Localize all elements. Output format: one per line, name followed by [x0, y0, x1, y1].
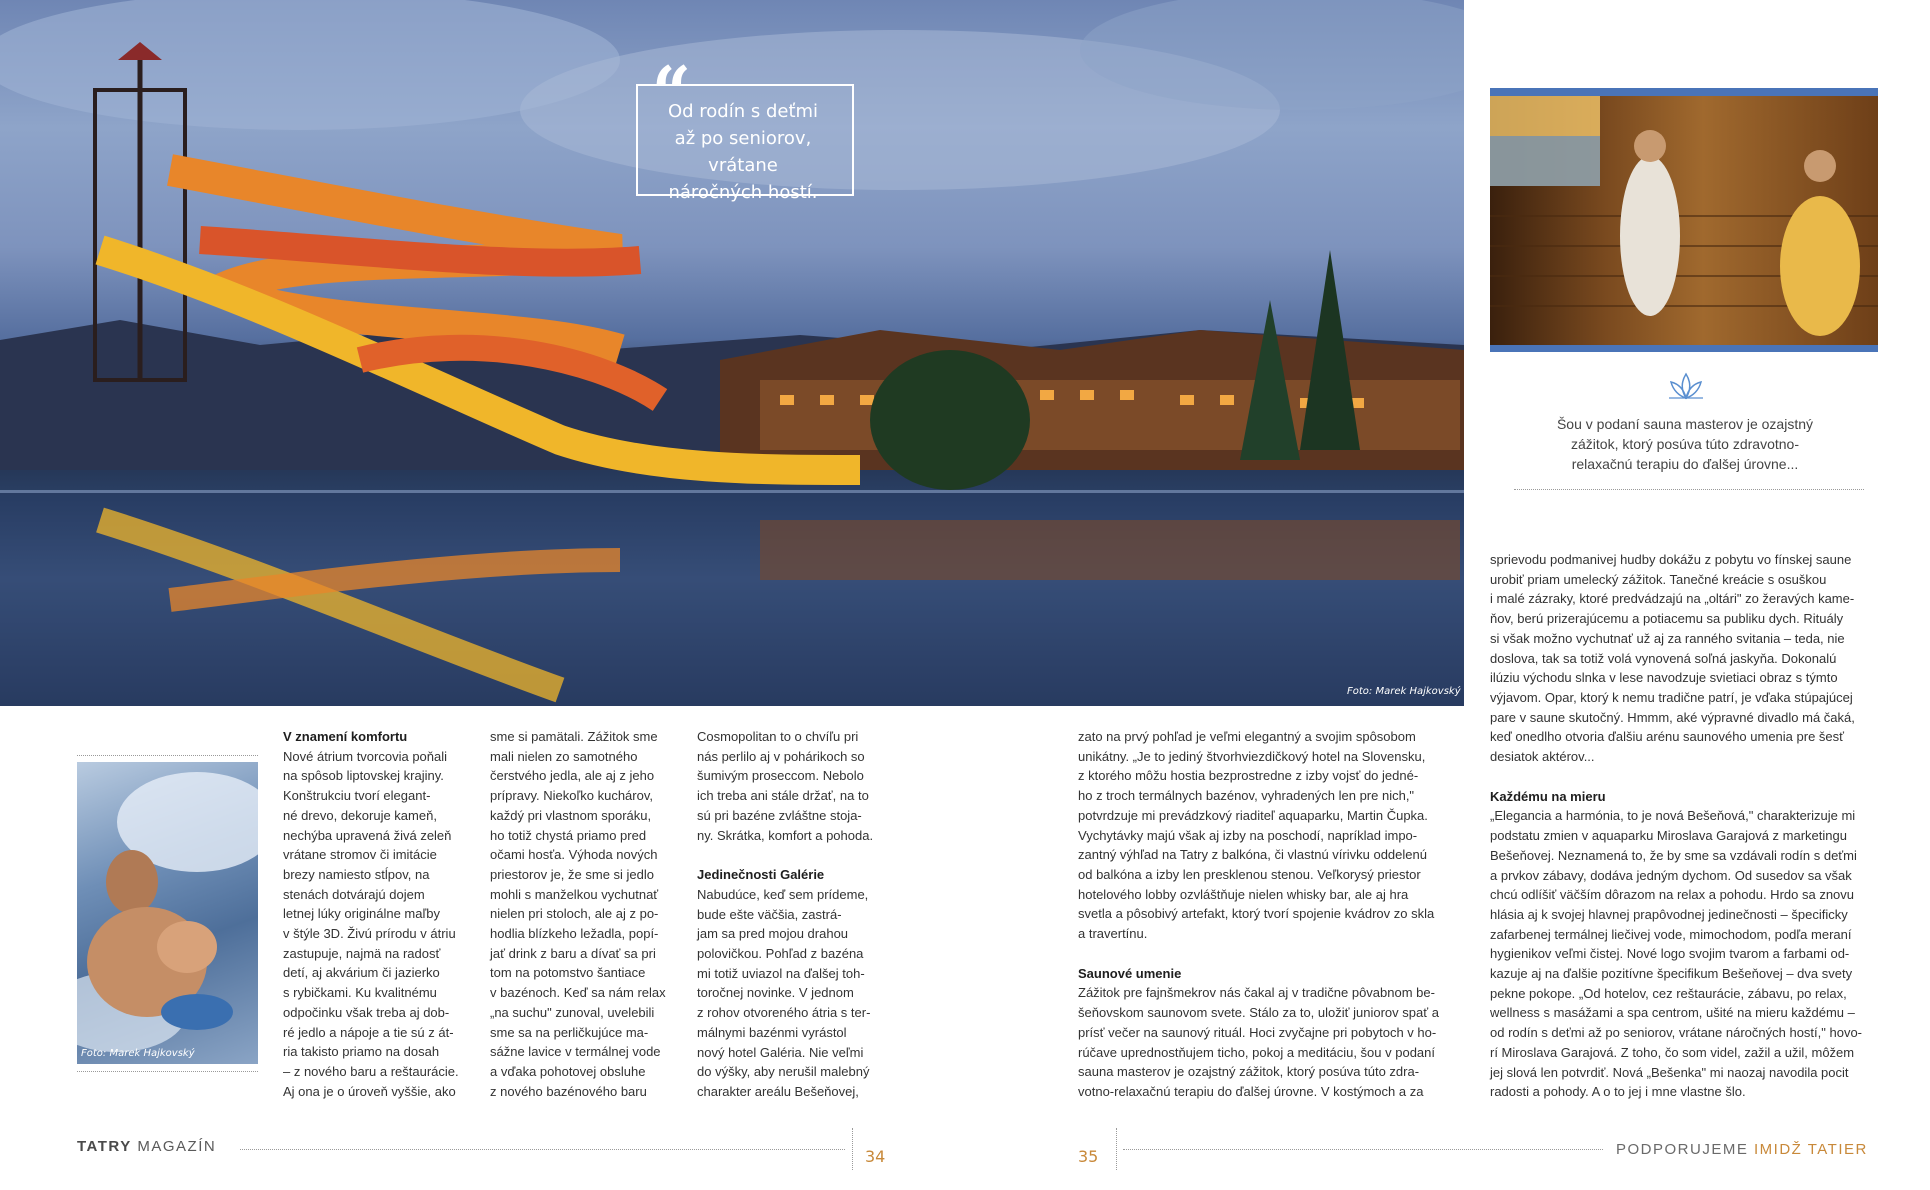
text-line: „na suchu" zunoval, uvelebili [490, 1004, 655, 1020]
text-line: ilúziu východu slnka v lese navodzuje svietiaci obraz s týmto [1490, 670, 1838, 686]
page35-column-2 [1490, 550, 1885, 1102]
text-line: Cosmopolitan to o chvíľu pri [697, 729, 859, 744]
text-line: ria takisto priamo na dosah [283, 1044, 440, 1060]
caption-line: zážitok, ktorý posúva túto zdravotno- [1571, 436, 1799, 452]
text-line: i malé zázraky, ktoré predvádzajú na „oltári" zo žeravých kame- [1490, 591, 1855, 607]
text-line: sme sa na perličkujúce ma- [490, 1024, 649, 1040]
text-line: do výšky, aby nerušil malebný [697, 1064, 870, 1080]
text-line: „Elegancia a harmónia, to je nová Bešeňová," charakterizuje mi [1490, 808, 1856, 824]
text-line: očami hosťa. Výhoda nových [490, 847, 658, 863]
text-line: rúčave uprednostňujem ticho, pokoj a meditáciu, šou v podaní [1078, 1044, 1435, 1060]
text-line: v štýle 3D. Živú prírodu v átriu [283, 926, 456, 942]
text-line: odpočinku však treba aj dob- [283, 1004, 450, 1020]
text-line: zantný výhľad na Tatry z balkóna, či vlastnú vírivku oddelenú [1078, 847, 1427, 863]
text-line: z nového bazénového baru [490, 1083, 647, 1099]
text-line: rí Miroslava Garajová. Z toho, čo som videl, zažil a užil, môžem [1490, 1044, 1855, 1060]
text-line: chcú odlíšiť väčším dôrazom na relax a pohodu. Hrdo sa znovu [1490, 887, 1855, 903]
brand-bold: TATRY [77, 1138, 132, 1155]
magazine-brand [77, 1138, 216, 1155]
hero-photo-credit: Foto: Marek Hajkovský [1347, 686, 1461, 697]
pool-photo-credit: Foto: Marek Hajkovský [81, 1048, 195, 1059]
text-line: charakter areálu Bešeňovej, [697, 1083, 859, 1099]
footer-rule-right [1123, 1149, 1603, 1150]
text-line: ny. Skrátka, komfort a pohoda. [697, 827, 874, 843]
text-line: ich treba ani stále držať, na to [697, 788, 869, 804]
text-line: nový hotel Galéria. Nie veľmi [697, 1044, 864, 1060]
page-number-34: 34 [865, 1147, 886, 1166]
photo-divider-top [77, 755, 258, 756]
text-line: votno-relaxačnú terapiu do ďalšej úrovne. V kostýmoch a za [1078, 1083, 1424, 1099]
text-line: jej slová len potvrdiť. Nová „Bešenka" mi naozaj navodila pocit [1490, 1064, 1849, 1080]
text-line: podstatu zmien v aquaparku Miroslava Garajová z marketingu [1490, 828, 1847, 844]
text-line: letnej lúky originálne maľby [283, 906, 440, 922]
text-line: na spôsob liptovskej krajiny. [283, 768, 444, 784]
text-line: zato na prvý pohľad je veľmi elegantný a svojim spôsobom [1078, 729, 1416, 744]
text-line: detí, aj akvárium či jazierko [283, 965, 440, 981]
text-line: nechýba upravená živá zeleň [283, 827, 452, 843]
text-line: Vychytávky majú však aj izby na poschodí, napríklad impo- [1078, 827, 1418, 843]
sauna-illustration [1490, 96, 1878, 345]
text-line: jať drink z baru a dívať sa pri [490, 945, 656, 961]
text-line: ré jedlo a nápoje a tie sú z át- [283, 1024, 454, 1040]
slogan-text: PODPORUJEME [1616, 1141, 1755, 1158]
slogan-accent: IMIDŽ TATIER [1754, 1141, 1868, 1158]
couple-illustration [77, 762, 258, 1064]
text-line: sážne lavice v termálnej vode [490, 1044, 661, 1060]
text-line: s rybičkami. Ku kvalitnému [283, 985, 437, 1001]
footer-rule-left [240, 1149, 845, 1150]
text-line: – z nového baru a reštaurácie. [283, 1063, 459, 1079]
text-line: hygienikov veľmi čistej. Nové logo svojim tvarom a farbami od- [1490, 946, 1850, 962]
text-line: hotelového lobby ozvláštňuje nielen whisky bar, ale aj hra [1078, 886, 1409, 902]
text-line: wellness s masážami a spa centrom, ušité na mieru každému – [1490, 1005, 1855, 1021]
page-number-35: 35 [1078, 1147, 1099, 1166]
couple-pool-photo [77, 762, 258, 1064]
sauna-photo [1490, 88, 1878, 352]
text-line: sprievodu podmanivej hudby dokážu z pobytu vo fínskej saune [1490, 552, 1852, 567]
section-heading: V znamení komfortu [283, 729, 408, 744]
text-line: pare v saune skutočný. Hmmm, aké výpravné divadlo má čaká, [1490, 709, 1855, 725]
text-line: prípravy. Niekoľko kuchárov, [490, 788, 653, 804]
page34-column-3 [697, 727, 887, 1102]
pull-quote-line: Od rodín s deťmi [667, 101, 819, 122]
text-line: keď onedlho otvoria ďalšiu arénu saunového umenia pre šesť [1490, 729, 1845, 745]
brand-rest: MAGAZÍN [131, 1138, 217, 1155]
text-line: stenách dotvárajú dojem [283, 886, 425, 902]
text-line: mi totiž uviazol na ďalšej toh- [697, 965, 865, 981]
text-line: každý pri vlastnom sporáku, [490, 807, 652, 823]
text-line: nás perlilo aj v pohárikoch so [697, 748, 865, 764]
section-heading: Jedinečnosti Galérie [697, 867, 825, 883]
section-heading: Saunové umenie [1078, 965, 1182, 981]
page35-column-1 [1078, 727, 1468, 1102]
text-line: hodlia blízkeho ležadla, popí- [490, 926, 659, 942]
text-line: od rodín s deťmi až po seniorov, vrátane náročných hostí," hovo- [1490, 1025, 1863, 1041]
section-heading: Každému na mieru [1490, 788, 1606, 804]
text-line: radosti a pohody. A o to jej i mne vlastne šlo. [1490, 1084, 1746, 1100]
pull-quote-line: náročných hostí. [668, 182, 818, 203]
text-line: tom na potomstvo šantiace [490, 965, 646, 981]
text-line: od balkóna a izby len presklenou stenou. Veľkorysý priestor [1078, 866, 1421, 882]
footer-separator-right [1116, 1128, 1117, 1170]
text-line: vrátane stromov či imitácie [283, 847, 437, 863]
text-line: mali nielen zo samotného [490, 748, 638, 764]
text-line: šeňovskom saunovom svete. Stálo za to, uložiť juniorov spať a [1078, 1005, 1439, 1021]
lotus-icon [1665, 372, 1707, 402]
text-line: sú pri bazéne zvláštne stoja- [697, 807, 862, 823]
caption-line: Šou v podaní sauna masterov je ozajstný [1556, 416, 1814, 432]
text-line: priestorov je, že sme si jedlo [490, 866, 655, 882]
text-line: mohli s manželkou vychutnať [490, 886, 659, 902]
text-line: Nové átrium tvorcovia poňali [283, 748, 448, 764]
text-line: urobiť priam umelecký zážitok. Tanečné kreácie s osuškou [1490, 571, 1827, 587]
text-line: z rohov otvoreného átria s ter- [697, 1005, 871, 1021]
text-line: sauna masterov je ozajstný zážitok, ktorý posúva túto zdra- [1078, 1064, 1420, 1080]
text-line: zastupuje, najmä na radosť [283, 945, 441, 961]
text-line: hlásia aj k svojej hlavnej prapôvodnej jedinečnosti – špecificky [1490, 906, 1848, 922]
text-line: nielen pri stoloch, ale aj z po- [490, 906, 659, 922]
text-line: bude ešte väčšia, zastrá- [697, 906, 842, 922]
text-line: Bešeňovej. Neznamená to, že by sme sa vzdávali rodín s deťmi [1490, 847, 1857, 863]
text-line: ho z troch termálnych bazénov, vyhradených len pre nich," [1078, 788, 1415, 804]
pull-quote [640, 98, 846, 206]
text-line: zafarbenej termálnej liečivej vode, mimochodom, podľa meraní [1490, 926, 1852, 942]
text-line: Zážitok pre fajnšmekrov nás čakal aj v tradične pôvabnom be- [1078, 985, 1435, 1001]
text-line: šumivým proseccom. Nebolo [697, 768, 864, 784]
text-line: sme si pamätali. Zážitok sme [490, 729, 658, 744]
text-line: ho totiž chystá priamo pred [490, 827, 647, 843]
text-line: v bazénoch. Keď sa nám relax [490, 985, 666, 1001]
text-line: desiatok aktérov... [1490, 749, 1595, 765]
text-line: doslova, tak sa totiž volá vynovená soľná jaskyňa. Dokonalú [1490, 650, 1837, 666]
caption-line: relaxačnú terapiu do ďalšej úrovne... [1571, 456, 1799, 472]
text-line: potvrdzuje mi prevádzkový riaditeľ aquaparku, Martin Čupka. [1078, 807, 1428, 823]
sauna-caption [1540, 414, 1830, 474]
page34-column-1 [283, 727, 468, 1101]
text-line: z ktorého môžu hostia bezprostredne z izby vojsť do jedné- [1078, 768, 1419, 784]
text-line: jam sa pred mojou drahou [697, 926, 849, 942]
text-line: a vďaka pohotovej obsluhe [490, 1063, 646, 1079]
pull-quote-line: až po seniorov, vrátane [674, 128, 812, 176]
text-line: a prvkov zábavy, dodáva jedným dychom. Od susedov sa však [1490, 867, 1852, 883]
text-line: pekne pokope. „Od hotelov, cez reštaurácie, zábavu, po relax, [1490, 985, 1847, 1001]
page34-column-2 [490, 727, 675, 1101]
text-line: čerstvého jedla, ale aj z jeho [490, 768, 655, 784]
text-line: unikátny. „Je to jediný štvorhviezdičkový hotel na Slovensku, [1078, 748, 1426, 764]
text-line: prísť večer na saunový rituál. Hoci zvyčajne pri pobytoch v ho- [1078, 1024, 1437, 1040]
text-line: si však možno vychutnať už aj za ranného svitania – teda, nie [1490, 630, 1845, 646]
text-line: svetla a pôsobivý artefakt, ktorý tvorí spojenie kvádrov zo skla [1078, 906, 1435, 922]
caption-divider [1514, 489, 1864, 490]
text-line: toročnej novinke. V jednom [697, 985, 854, 1001]
text-line: kazuje aj na ďalšie pozitívne špecifikum Bešeňovej – dva svety [1490, 966, 1853, 982]
photo-divider-bottom [77, 1071, 258, 1072]
text-line: polovičkou. Pohľad z bazéna [697, 946, 864, 962]
footer-separator-left [852, 1128, 853, 1170]
quote-icon: “ [652, 52, 692, 132]
footer-slogan [1616, 1141, 1868, 1158]
text-line: Aj ona je o úroveň vyššie, ako [283, 1083, 456, 1099]
text-line: a travertínu. [1078, 926, 1148, 942]
text-line: ňov, berú prizerajúcemu a potiacemu sa publiku dych. Rituály [1490, 611, 1844, 627]
text-line: málnymi bazénmi vyrástol [697, 1024, 847, 1040]
text-line: brezy namiesto stĺpov, na [283, 866, 430, 882]
text-line: Nabudúce, keď sem prídeme, [697, 886, 869, 902]
text-line: Konštrukciu tvorí elegant- [283, 788, 431, 804]
text-line: né drevo, dekoruje kameň, [283, 807, 437, 823]
text-line: výjavom. Opar, ktorý k nemu tradične patrí, je vďaka stúpajúcej [1490, 689, 1853, 705]
